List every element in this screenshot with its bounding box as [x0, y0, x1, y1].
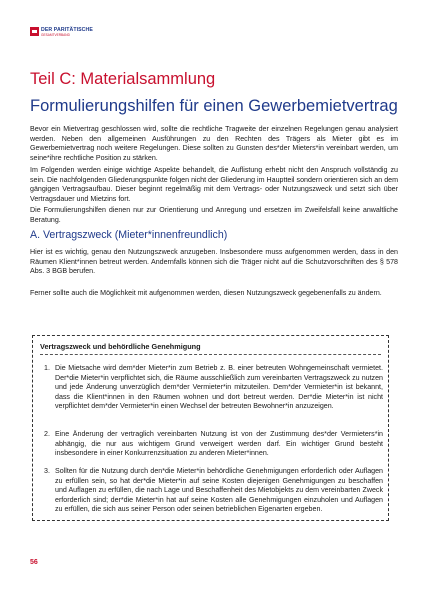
- clause-text: Eine Änderung der vertraglich vereinbarten Nutzung ist von der Zustimmung des*der Vermieters*in abhängig, die nur aus wichtigem Grund verweigert werden darf. Ein wichtiger Grund besteht insbesondere in einer Konkurrenzsituation zu anderen Mieter*innen.: [55, 430, 383, 458]
- page-number: 56: [30, 559, 38, 566]
- clause-number: 3.: [44, 467, 50, 475]
- clause-item-3: [44, 467, 383, 515]
- box-title: Vertragszweck und behördliche Genehmigung: [40, 342, 201, 351]
- clause-number: 2.: [44, 430, 50, 438]
- clause-number: 1.: [44, 364, 50, 372]
- intro-paragraph-2: Im Folgenden werden einige wichtige Aspekte behandelt, die Auflistung erhebt nicht den Anspruch vollständig zu sein. Die nachfolgenden Gliederungspunkte folgen nicht der Gliederung im Hauptteil sondern orientieren sich an dem gängigen Vertragsaufbau. Dieser beginnt regelmäßig mit dem Vertrags- oder Nutzungszweck und setzt sich über Vertragsdauer und Mietzins fort.: [30, 166, 398, 203]
- intro-paragraph-1: Bevor ein Mietvertrag geschlossen wird, sollte die rechtliche Tragweite der einzelnen Regelungen genau analysiert werden. Neben den allgemeinen Ausführungen zu den Rechten des Trägers als Mieter gibt es im Gewerbemietvertrag noch weitere Regelungen. Diese sollten zu Gunsten des*der Mieters*in vereinbart werden, um seine*ihre rechtliche Position zu stärken.: [30, 125, 398, 162]
- section-title: Teil C: Materialsammlung: [30, 70, 216, 88]
- clause-item-1: [44, 364, 383, 412]
- page-title: Formulierungshilfen für einen Gewerbemietvertrag: [30, 97, 398, 115]
- intro-paragraph-3: Die Formulierungshilfen dienen nur zur Orientierung und Anregung und ersetzen im Zweifelsfall keine anwaltliche Beratung.: [30, 206, 398, 224]
- subsection-heading: A. Vertragszweck (Mieter*innenfreundlich): [30, 229, 228, 241]
- clause-text: Sollten für die Nutzung durch den*die Mieter*in behördliche Genehmigungen erforderlich oder Auflagen zu erfüllen sein, so hat der*die Mieter*in auf seine Kosten diejenigen Genehmigungen zu beschaffen und Auflagen zu erfüllen, die nach Lage und Beschaffenheit des Mietobjekts zu dem vereinbarten Zweck erforderlich sind; der*die Mieter*in hat auf seine Kosten alle Genehmigungen einzuholen und Auflagen zu erfüllen, die sich aus seiner Person oder seinen betrieblichen Eigenarten ergeben.: [55, 467, 383, 514]
- subsection-paragraph-1: Hier ist es wichtig, genau den Nutzungszweck anzugeben. Insbesondere muss aufgenommen werden, dass in den Räumen Klient*innen betreut werden. Andernfalls können sich die Träger nicht auf die Schutzvorschriften des § 578 Abs. 3 BGB berufen.: [30, 248, 398, 276]
- box-divider: [40, 354, 381, 355]
- contract-clause-box: [32, 335, 389, 521]
- clause-text: Die Mietsache wird dem*der Mieter*in zum Betrieb z. B. einer betreuten Wohngemeinschaft vermietet. Der*die Mieter*in verpflichtet sich, die Räume ausschließlich zum vereinbarten Vertragszweck zu nutzen und jede Änderung unverzüglich dem*der Vermieter*in mitzuteilen. Dem*der Vermieter*in ist bekannt, dass die Klient*innen in den Räumen wohnen und dort betreut werden. Der*die Mieter*in ist nicht verpflichtet dem*der Vermieter*in einen Wechsel der betreuten Bewohner*in anzuzeigen.: [55, 364, 383, 411]
- subsection-paragraph-2: Ferner sollte auch die Möglichkeit mit aufgenommen werden, diesen Nutzungszweck gegebenenfalls zu ändern.: [30, 289, 382, 297]
- logo-name: DER PARITÄTISCHE: [41, 27, 93, 33]
- clause-item-2: [44, 430, 383, 459]
- logo: [30, 27, 93, 37]
- logo-mark-icon: [30, 27, 39, 36]
- logo-subtitle: GESAMTVERBAND: [41, 33, 70, 37]
- logo-text: [41, 27, 93, 37]
